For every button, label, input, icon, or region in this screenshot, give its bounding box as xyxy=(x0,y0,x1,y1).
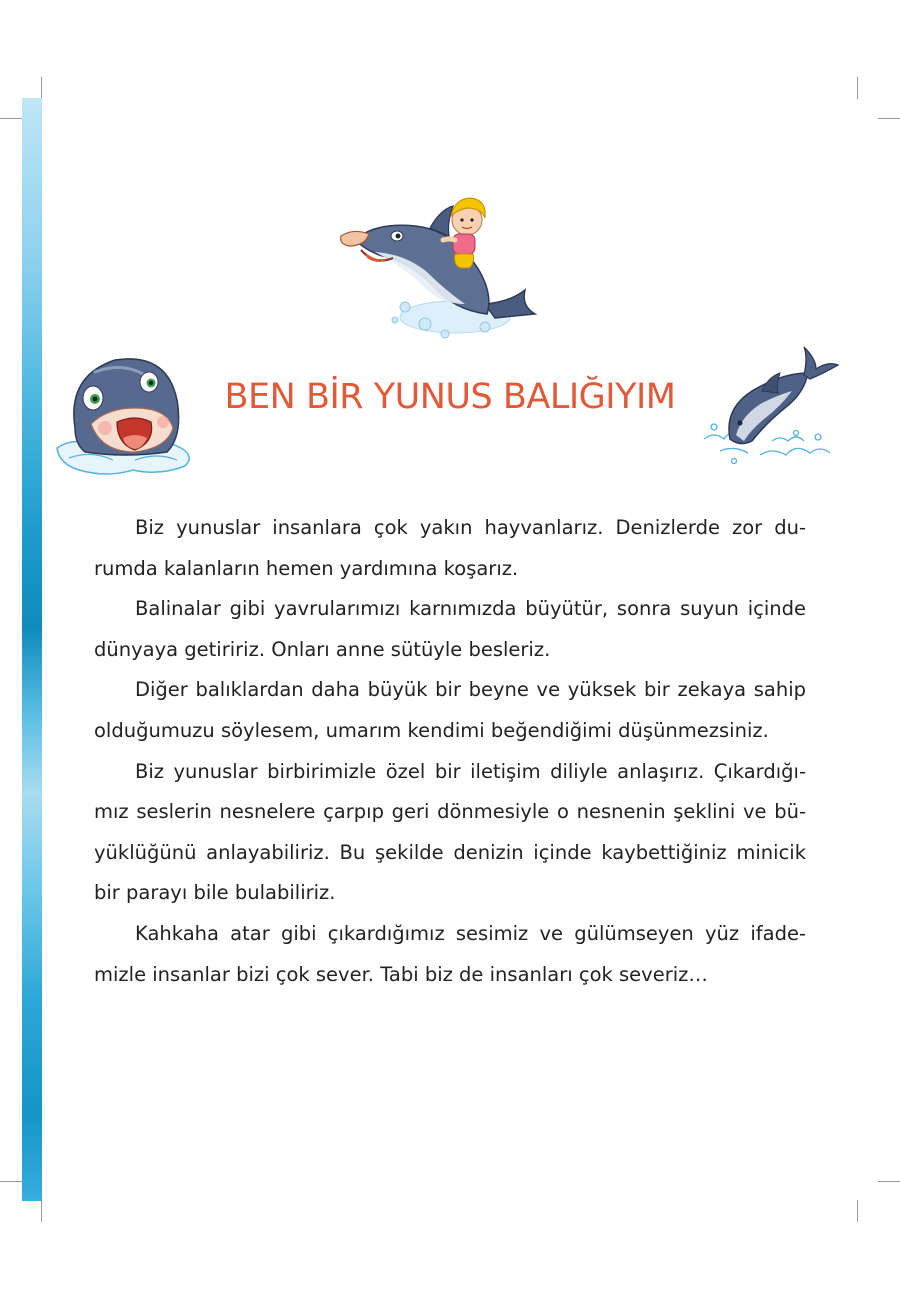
page-title: BEN BİR YUNUS BALIĞIYIM xyxy=(224,377,676,417)
paragraph: Biz yunuslar birbirimizle özel bir iletişim diliyle anlaşırız. Çıkardığı-mız seslerin nesnelere çarpıp geri dönmesiyle o nesnenin şeklini ve bü-yüklüğünü anlayabiliriz. Bu şekilde denizin içinde kaybettiğiniz minicik bir parayı bile bulabiliriz. xyxy=(94,759,806,905)
dolphin-with-child-icon xyxy=(335,192,555,352)
crop-mark xyxy=(878,1181,900,1182)
paragraph: Kahkaha atar gibi çıkardığımız sesimiz ve gülümseyen yüz ifade-mizle insanlar bizi çok sever. Tabi biz de insanları çok severiz… xyxy=(94,921,806,986)
crop-mark xyxy=(0,1181,22,1182)
story-text xyxy=(94,508,806,995)
crop-mark xyxy=(857,77,858,99)
paragraph: Balinalar gibi yavrularımızı karnımızda büyütür, sonra suyun içinde dünyaya getiririz. Onları anne sütüyle besleriz. xyxy=(94,597,806,661)
crop-mark xyxy=(41,77,42,99)
dolphin-face-icon xyxy=(55,352,200,482)
crop-mark xyxy=(41,1200,42,1222)
paragraph: Diğer balıklardan daha büyük bir beyne ve yüksek bir zekaya sahip olduğumuzu söylesem, umarım kendimi beğendiğimi düşünmezsiniz. xyxy=(94,678,806,742)
crop-mark xyxy=(857,1200,858,1222)
page-edge-strip xyxy=(22,98,42,1201)
paragraph: Biz yunuslar insanlara çok yakın hayvanlarız. Denizlerde zor du-rumda kalanların hemen yardımına koşarız. xyxy=(94,516,806,580)
crop-mark xyxy=(878,118,900,119)
crop-mark xyxy=(0,118,22,119)
